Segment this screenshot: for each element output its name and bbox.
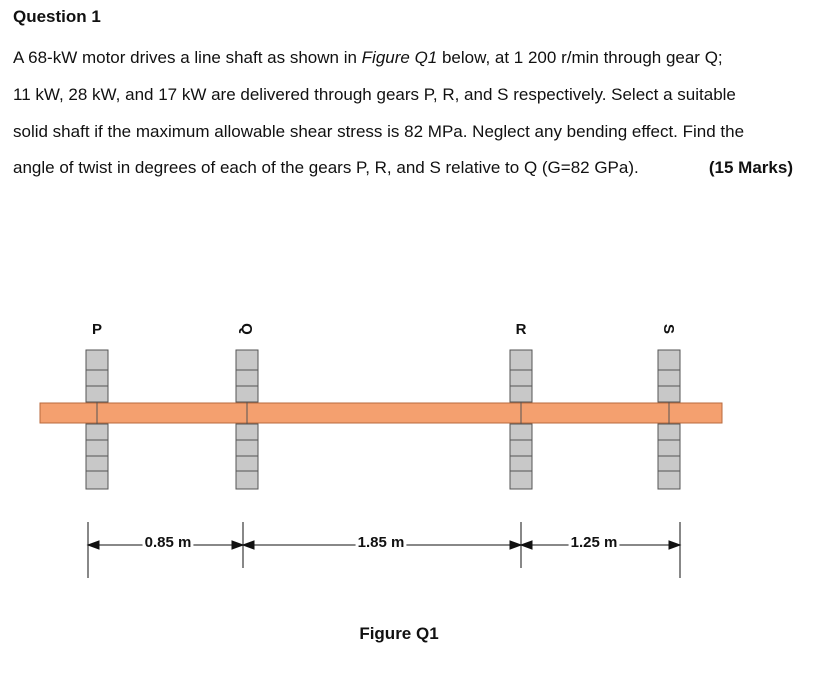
arrowhead-q-right (243, 541, 254, 549)
marks-label: (15 Marks) (708, 158, 793, 178)
gear-label-s: S (660, 323, 677, 335)
gear-P-segment (86, 424, 108, 440)
question-line-3: solid shaft if the maximum allowable shear stress is 82 MPa. Neglect any bending effect. Find the (13, 121, 745, 141)
gear-S-segment (658, 424, 680, 440)
dimension-label-pq: 0.85 m (144, 534, 192, 551)
figure-reference: Figure Q1 (361, 48, 438, 67)
line-1-before: A 68-kW motor drives a line shaft as shown in (13, 48, 362, 67)
gear-label-q: Q (238, 323, 255, 335)
figure-caption: Figure Q1 (359, 624, 439, 643)
gear-S-segment (658, 386, 680, 402)
gear-Q-segment (236, 456, 258, 471)
arrowhead-r-right (521, 541, 532, 549)
gear-Q-segment (236, 386, 258, 402)
gear-label-p: P (91, 321, 103, 338)
line-1-after: below, at 1 200 r/min through gear Q; (437, 48, 723, 67)
gear-Q-segment (236, 471, 258, 489)
arrowhead-s-left (669, 541, 680, 549)
arrowhead-q-left (232, 541, 243, 549)
gear-R-segment (510, 440, 532, 456)
gear-Q-segment (236, 440, 258, 456)
line-shaft (40, 403, 722, 423)
gear-P-segment (86, 456, 108, 471)
gear-R-segment (510, 370, 532, 386)
gear-S-segment (658, 350, 680, 370)
gear-R-segment (510, 424, 532, 440)
gear-S-segment (658, 440, 680, 456)
gear-Q-segment (236, 370, 258, 386)
gear-Q-segment (236, 424, 258, 440)
gear-P-segment (86, 350, 108, 370)
gear-R-segment (510, 350, 532, 370)
dimension-label-rs: 1.25 m (570, 534, 618, 551)
gear-R-segment (510, 456, 532, 471)
arrowhead-p-right (88, 541, 99, 549)
line-4-text: angle of twist in degrees of each of the gears P, R, and S relative to Q (G=82 GPa). (13, 158, 639, 178)
gear-S-segment (658, 471, 680, 489)
dimension-label-qr: 1.85 m (357, 534, 405, 551)
gear-S-segment (658, 370, 680, 386)
gear-P-segment (86, 440, 108, 456)
gear-label-r: R (515, 321, 527, 338)
question-heading: Question 1 (13, 7, 101, 26)
gear-S-segment (658, 456, 680, 471)
gear-R-segment (510, 386, 532, 402)
arrowhead-r-left (510, 541, 521, 549)
gear-P-segment (86, 370, 108, 386)
question-line-2: 11 kW, 28 kW, and 17 kW are delivered through gears P, R, and S respectively. Select a suitable (13, 84, 736, 104)
gear-Q-segment (236, 350, 258, 370)
gear-P-segment (86, 471, 108, 489)
gear-P-segment (86, 386, 108, 402)
gear-R-segment (510, 471, 532, 489)
